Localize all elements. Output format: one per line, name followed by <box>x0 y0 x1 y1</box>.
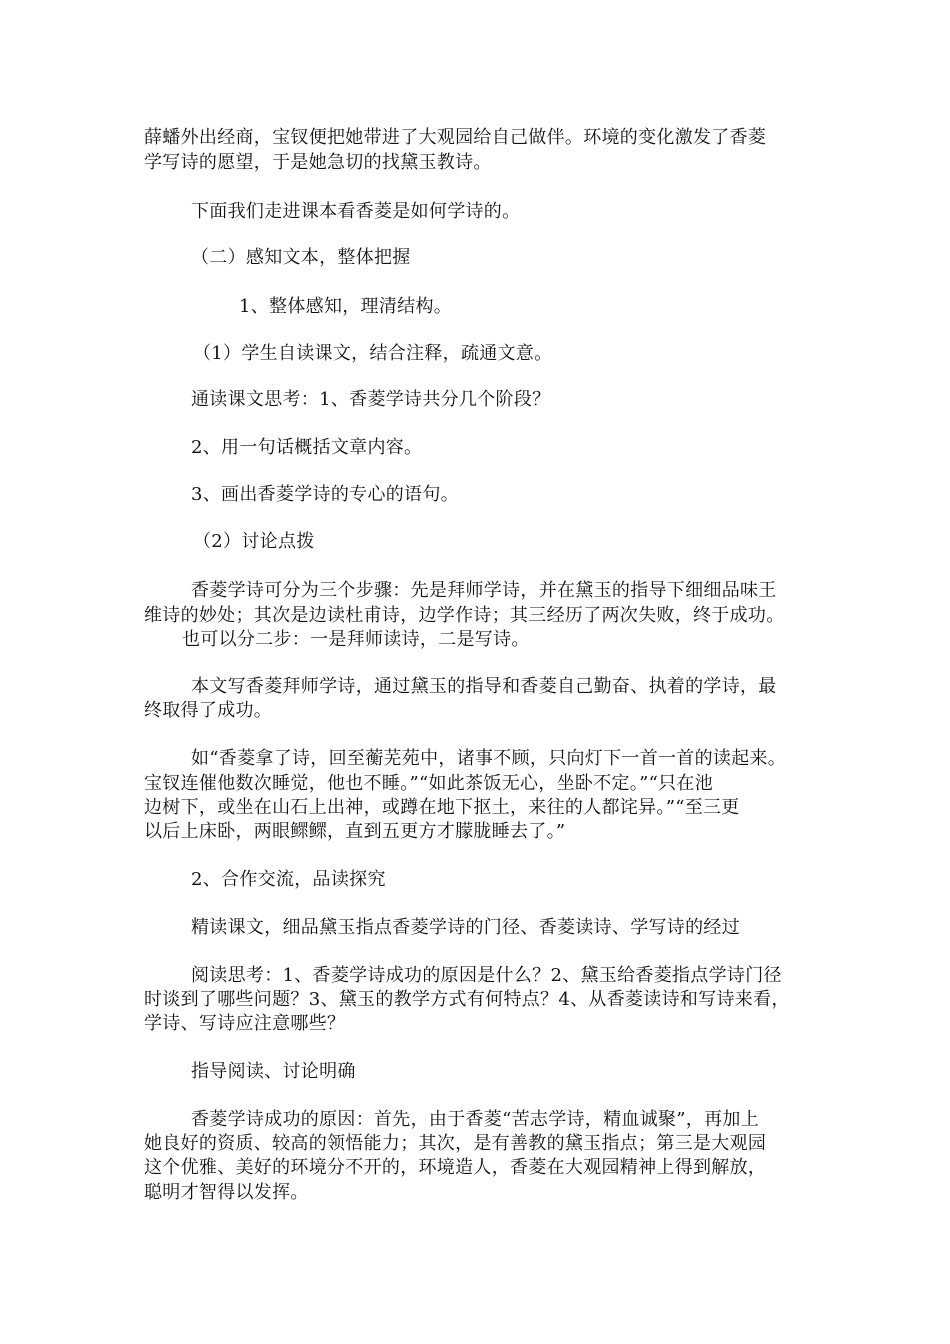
subsection-heading: 2、合作交流，品读探究 <box>191 869 386 890</box>
paragraph-line: （2）讨论点拨 <box>193 531 315 552</box>
paragraph-line: 她良好的资质、较高的领悟能力；其次，是有善教的黛玉指点；第三是大观园 <box>144 1133 767 1154</box>
paragraph-line: 也可以分二步：一是拜师读诗，二是写诗。 <box>182 629 530 650</box>
paragraph-line: 2、用一句话概括文章内容。 <box>191 437 423 458</box>
paragraph-line: 学写诗的愿望，于是她急切的找黛玉教诗。 <box>144 152 492 173</box>
paragraph-line: 时谈到了哪些问题？3、黛玉的教学方式有何特点？4、从香菱读诗和写诗来看， <box>144 989 790 1010</box>
paragraph-line: 本文写香菱拜师学诗，通过黛玉的指导和香菱自己勤奋、执着的学诗，最 <box>191 676 777 697</box>
paragraph-line: 下面我们走进课本看香菱是如何学诗的。 <box>191 201 521 222</box>
paragraph-line: 香菱学诗可分为三个步骤：先是拜师学诗，并在黛玉的指导下细细品味王 <box>191 580 777 601</box>
paragraph-line: 宝钗连催他数次睡觉，他也不睡。”“如此茶饭无心，坐卧不定。”“只在池 <box>144 773 714 794</box>
subsection-heading: 1、整体感知，理清结构。 <box>239 296 453 317</box>
paragraph-line: （1）学生自读课文，结合注释，疏通文意。 <box>193 343 553 364</box>
paragraph-line: 边树下，或坐在山石上出神，或蹲在地下抠土，来往的人都诧异。”“至三更 <box>144 797 740 818</box>
paragraph-line: 通读课文思考：1、香菱学诗共分几个阶段？ <box>191 389 551 410</box>
paragraph-line: 指导阅读、讨论明确 <box>191 1061 356 1082</box>
paragraph-line: 聪明才智得以发挥。 <box>144 1182 309 1203</box>
paragraph-line: 3、画出香菱学诗的专心的语句。 <box>191 484 459 505</box>
paragraph-line: 终取得了成功。 <box>144 700 273 721</box>
paragraph-line: 以后上床卧，两眼鳏鳏，直到五更方才朦胧睡去了。” <box>144 821 566 842</box>
paragraph-line: 维诗的妙处；其次是边读杜甫诗，边学作诗；其三经历了两次失败，终于成功。 <box>144 605 785 626</box>
paragraph-line: 薛蟠外出经商，宝钗便把她带进了大观园给自己做伴。环境的变化激发了香菱 <box>144 127 767 148</box>
paragraph-line: 阅读思考：1、香菱学诗成功的原因是什么？2、黛玉给香菱指点学诗门径 <box>191 965 782 986</box>
paragraph-line: 香菱学诗成功的原因：首先，由于香菱“苦志学诗，精血诚聚”，再加上 <box>191 1109 760 1130</box>
paragraph-line: 精读课文，细品黛玉指点香菱学诗的门径、香菱读诗、学写诗的经过 <box>191 917 740 938</box>
section-heading: （二）感知文本，整体把握 <box>191 247 411 268</box>
paragraph-line: 这个优雅、美好的环境分不开的，环境造人，香菱在大观园精神上得到解放， <box>144 1157 767 1178</box>
paragraph-line: 学诗、写诗应注意哪些？ <box>144 1013 346 1034</box>
paragraph-line: 如“香菱拿了诗，回至蘅芜苑中，诸事不顾，只向灯下一首一首的读起来。 <box>191 748 787 769</box>
